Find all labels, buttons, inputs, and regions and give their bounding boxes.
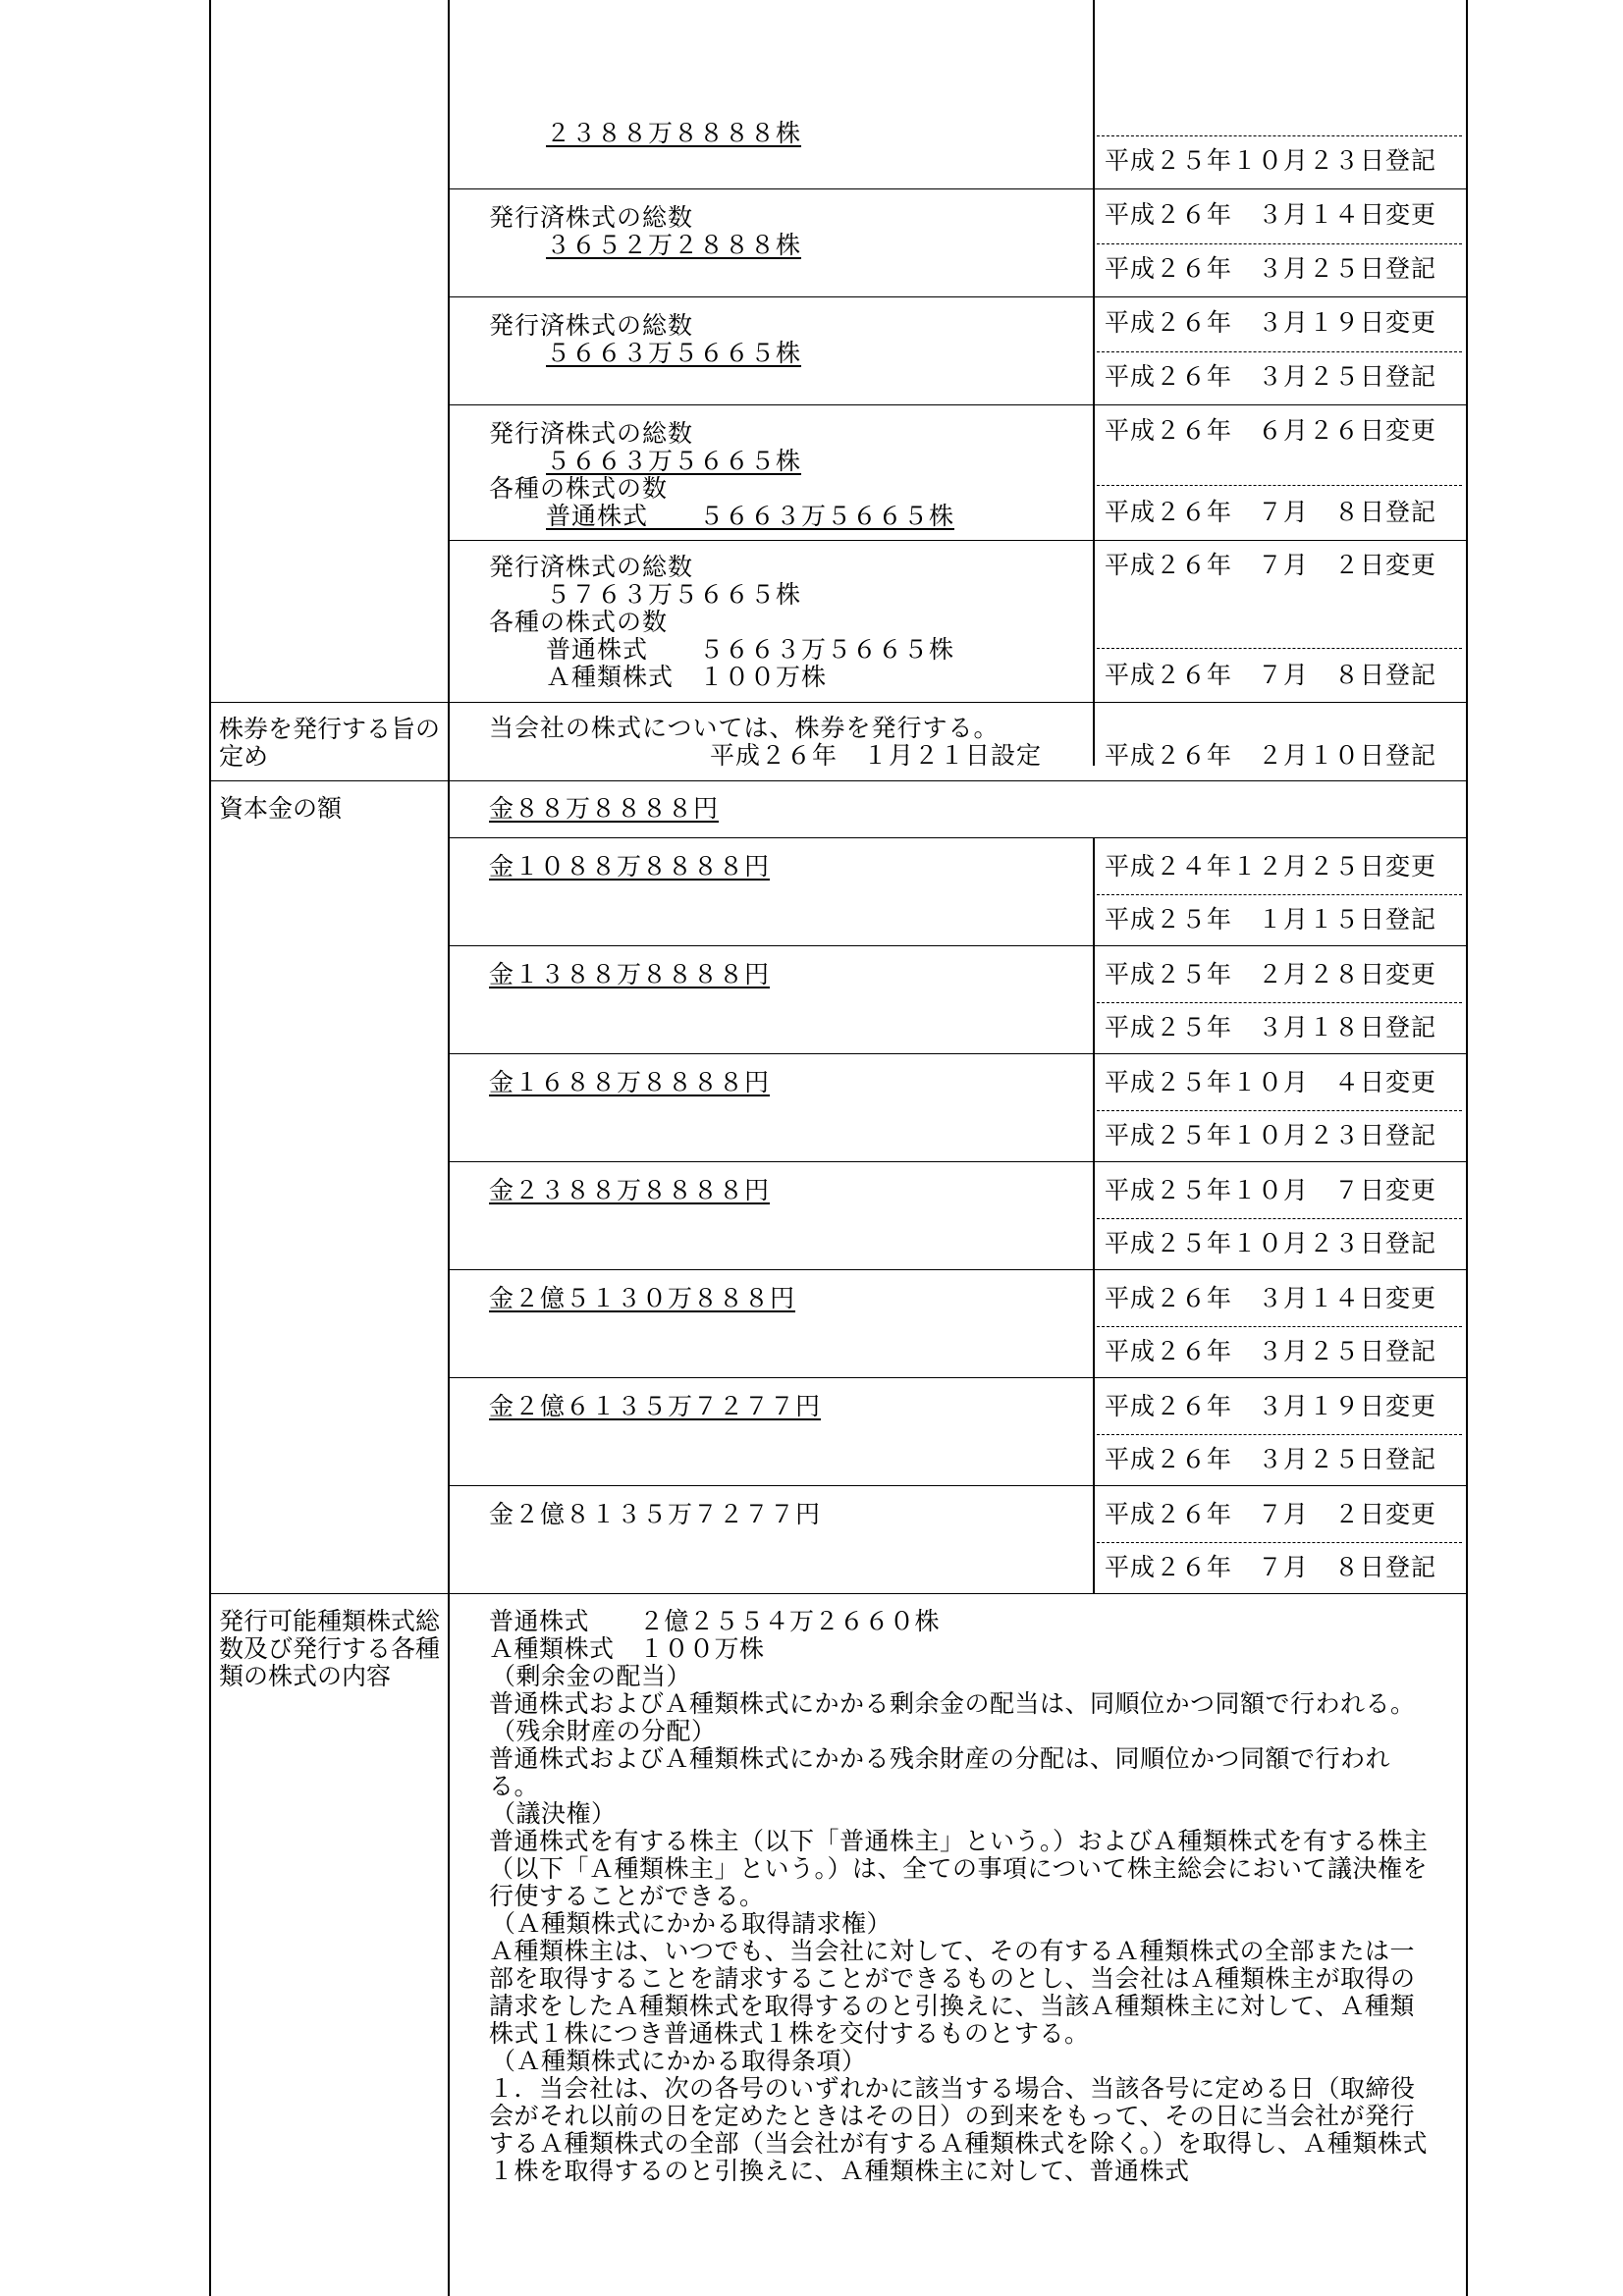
date-separator (1097, 1326, 1462, 1327)
clause-text: １．当会社は、次の各号のいずれかに該当する場合、当該各号に定める日（取締役会がそれ以前の日を定めたときはその日）の到来をもって、その日に当会社が発行するＡ種類株式の全部（当会社が有するＡ種類株式を除く。）を取得し、Ａ種類株式１株を取得するのと引換えに、Ａ種類株主に対して、普通株式 (489, 2074, 1429, 2185)
reg-date: 平成２５年１０月２３日登記 (1105, 1121, 1437, 1149)
row-divider (448, 1161, 1466, 1162)
left-border (209, 0, 211, 2296)
clause-heading: （剰余金の配当） (491, 1662, 692, 1690)
capital-amount: 金２億５１３０万８８８円 (489, 1284, 796, 1312)
certificate-reg-date: 平成２６年 ２月１０日登記 (1105, 741, 1437, 770)
share-class-content (489, 1608, 1432, 2185)
row-divider (448, 1053, 1466, 1054)
label-column-divider (448, 0, 450, 2296)
clause-text: 普通株式 ２億２５５４万２６６０株 (489, 1607, 941, 1635)
change-date: 平成２６年 ３月１４日変更 (1105, 1284, 1437, 1312)
row-divider (448, 1377, 1466, 1378)
reg-date: 平成２６年 ７月 ８日登記 (1105, 498, 1437, 526)
change-date: 平成２６年 ３月１９日変更 (1105, 308, 1437, 337)
section-label-certificate: 株券を発行する旨の定め (219, 715, 441, 771)
change-date: 平成２６年 ３月１４日変更 (1105, 200, 1437, 229)
clause-text: Ａ種類株主は、いつでも、当会社に対して、その有するＡ種類株式の全部または一部を取得することを請求することができるものとし、当会社はＡ種類株主が取得の請求をしたＡ種類株式を取得するのと引換えに、当該Ａ種類株主に対して、Ａ種類株式１株につき普通株式１株を交付するものとする。 (489, 1937, 1416, 2048)
section-label-share-classes: 発行可能種類株式総数及び発行する各種類の株式の内容 (219, 1607, 441, 1690)
capital-amount: 金２億８１３５万７２７７円 (489, 1500, 822, 1528)
change-date: 平成２６年 ６月２６日変更 (1105, 416, 1437, 445)
change-date: 平成２５年１０月 ４日変更 (1105, 1068, 1437, 1096)
registry-document (209, 0, 1466, 2296)
date-separator (1097, 1002, 1462, 1003)
reg-date: 平成２６年 ７月 ８日登記 (1105, 661, 1437, 689)
clause-heading: （Ａ種類株式にかかる取得請求権） (491, 1909, 893, 1938)
reg-date: 平成２６年 ３月２５日登記 (1105, 1445, 1437, 1473)
certificate-set-date: 平成２６年 １月２１日設定 (710, 741, 1043, 770)
row-heading: 発行済株式の総数 (489, 311, 694, 340)
date-separator (1097, 1434, 1462, 1435)
reg-date: 平成２５年１０月２３日登記 (1105, 1229, 1437, 1257)
date-column-divider-capital (1093, 837, 1095, 1593)
reg-date: 平成２６年 ３月２５日登記 (1105, 362, 1437, 391)
reg-date: 平成２５年 ３月１８日登記 (1105, 1013, 1437, 1041)
capital-amount: 金２３８８万８８８８円 (489, 1176, 771, 1204)
change-date: 平成２６年 ７月 ２日変更 (1105, 551, 1437, 579)
date-column-divider-top (1093, 0, 1095, 766)
reg-date: 平成２６年 ７月 ８日登記 (1105, 1553, 1437, 1581)
capital-amount: 金１６８８万８８８８円 (489, 1068, 771, 1096)
clause-heading: （Ａ種類株式にかかる取得条項） (491, 2047, 867, 2075)
capital-initial: 金８８万８８８８円 (489, 794, 720, 823)
reg-date: 平成２６年 ３月２５日登記 (1105, 254, 1437, 283)
section-label-capital: 資本金の額 (219, 794, 343, 823)
row-heading: 発行済株式の総数 (489, 203, 694, 232)
date-separator (1097, 894, 1462, 895)
capital-amount: 金１３８８万８８８８円 (489, 960, 771, 988)
change-date: 平成２５年１０月 ７日変更 (1105, 1176, 1437, 1204)
share-count: ５７６３万５６６５株 (546, 580, 802, 609)
change-date: 平成２５年 ２月２８日変更 (1105, 960, 1437, 988)
change-date: 平成２６年 ３月１９日変更 (1105, 1392, 1437, 1420)
row-heading: 各種の株式の数 (489, 474, 669, 503)
date-separator (1097, 1218, 1462, 1219)
share-count: ５６６３万５６６５株 (546, 447, 802, 475)
share-count: ２３８８万８８８８株 (546, 119, 802, 147)
reg-date: 平成２５年１０月２３日登記 (1105, 146, 1437, 175)
share-count: ３６５２万２８８８株 (546, 231, 802, 259)
row-divider (448, 1485, 1466, 1486)
clause-text: 普通株式およびＡ種類株式にかかる残余財産の分配は、同順位かつ同額で行われる。 (489, 1744, 1391, 1800)
share-count: Ａ種類株式 １００万株 (546, 663, 828, 691)
share-count: 普通株式 ５６６３万５６６５株 (546, 502, 955, 530)
change-date: 平成２４年１２月２５日変更 (1105, 852, 1437, 881)
right-border (1466, 0, 1468, 2296)
clause-heading: （議決権） (491, 1799, 617, 1828)
row-heading: 各種の株式の数 (489, 608, 669, 636)
date-separator (1097, 1542, 1462, 1543)
clause-heading: （残余財産の分配） (491, 1717, 717, 1745)
reg-date: 平成２５年 １月１５日登記 (1105, 905, 1437, 934)
row-heading: 発行済株式の総数 (489, 419, 694, 448)
row-divider (448, 945, 1466, 946)
row-heading: 発行済株式の総数 (489, 553, 694, 581)
share-count: ５６６３万５６６５株 (546, 339, 802, 367)
capital-amount: 金２億６１３５万７２７７円 (489, 1392, 822, 1420)
row-divider (448, 1269, 1466, 1270)
clause-text: 普通株式を有する株主（以下「普通株主」という。）およびＡ種類株式を有する株主（以下「Ａ種類株主」という。）は、全ての事項について株主総会において議決権を行使することができる。 (489, 1827, 1429, 1910)
clause-text: Ａ種類株式 １００万株 (489, 1634, 765, 1663)
capital-amount: 金１０８８万８８８８円 (489, 852, 771, 881)
certificate-text: 当会社の株式については、株券を発行する。 (489, 714, 1000, 742)
date-separator (1097, 1110, 1462, 1111)
reg-date: 平成２６年 ３月２５日登記 (1105, 1337, 1437, 1365)
share-count: 普通株式 ５６６３万５６６５株 (546, 635, 955, 664)
clause-text: 普通株式およびＡ種類株式にかかる剰余金の配当は、同順位かつ同額で行われる。 (489, 1689, 1416, 1718)
change-date: 平成２６年 ７月 ２日変更 (1105, 1500, 1437, 1528)
